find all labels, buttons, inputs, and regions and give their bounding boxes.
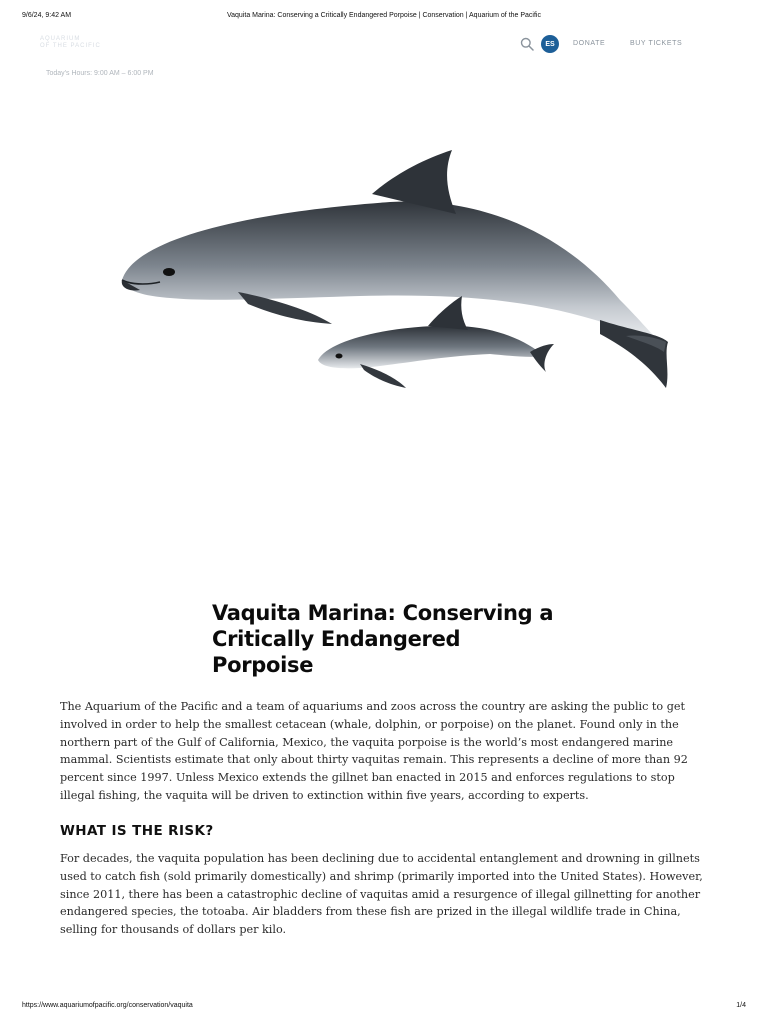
language-toggle-button[interactable]: ES xyxy=(541,35,559,53)
print-page-number: 1/4 xyxy=(736,1002,746,1009)
site-header xyxy=(0,30,768,90)
hero-image xyxy=(60,120,708,420)
print-url: https://www.aquariumofpacific.org/conservation/vaquita xyxy=(22,1002,193,1009)
donate-link[interactable]: DONATE xyxy=(573,40,606,47)
search-icon xyxy=(520,37,534,51)
section-heading-risk: WHAT IS THE RISK? xyxy=(60,823,214,839)
vaquita-illustration xyxy=(60,120,708,420)
article-title: Vaquita Marina: Conserving a Critically Endangered Porpoise xyxy=(212,601,554,677)
search-button[interactable] xyxy=(518,35,536,53)
logo-text-line1: AQUARIUM xyxy=(40,36,81,42)
todays-hours: Today's Hours: 9:00 AM – 6:00 PM xyxy=(46,70,154,77)
logo-text-line2: OF THE PACIFIC xyxy=(40,43,101,49)
print-datetime: 9/6/24, 9:42 AM xyxy=(22,12,72,19)
print-header xyxy=(0,12,768,24)
buy-tickets-link[interactable]: BUY TICKETS xyxy=(630,40,683,47)
intro-paragraph: The Aquarium of the Pacific and a team of aquariums and zoos across the country are asking the public to get involved in order to help the smallest cetacean (whale, dolphin, or porpoise) on the planet. Found only in the northern part of the Gulf of California, Mexico, the vaquita porpoise is the world’s most endangered marine mammal. Scientists estimate that only about thirty vaquitas remain. This represents a decline of more than 92 percent since 1997. Unless Mexico extends the gillnet ban enacted in 2015 and enforces regulations to stop illegal fishing, the vaquita will be driven to extinction within five years, according to experts. xyxy=(60,700,688,802)
print-page-title: Vaquita Marina: Conserving a Critically Endangered Porpoise | Conservation | Aquarium of the Pacific xyxy=(226,12,541,19)
risk-paragraph: For decades, the vaquita population has been declining due to accidental entanglement and drowning in gillnets used to catch fish (sold primarily domestically) and shrimp (primarily imported into the United States). However, since 2011, there has been a catastrophic decline of vaquitas amid a resurgence of illegal gillnetting for another endangered species, the totoaba. Air bladders from these fish are prized in the illegal wildlife trade in China, selling for thousands of dollars per kilo. xyxy=(60,852,703,937)
print-footer xyxy=(0,1002,768,1014)
calf-vaquita xyxy=(318,296,554,388)
site-logo[interactable] xyxy=(40,36,112,52)
